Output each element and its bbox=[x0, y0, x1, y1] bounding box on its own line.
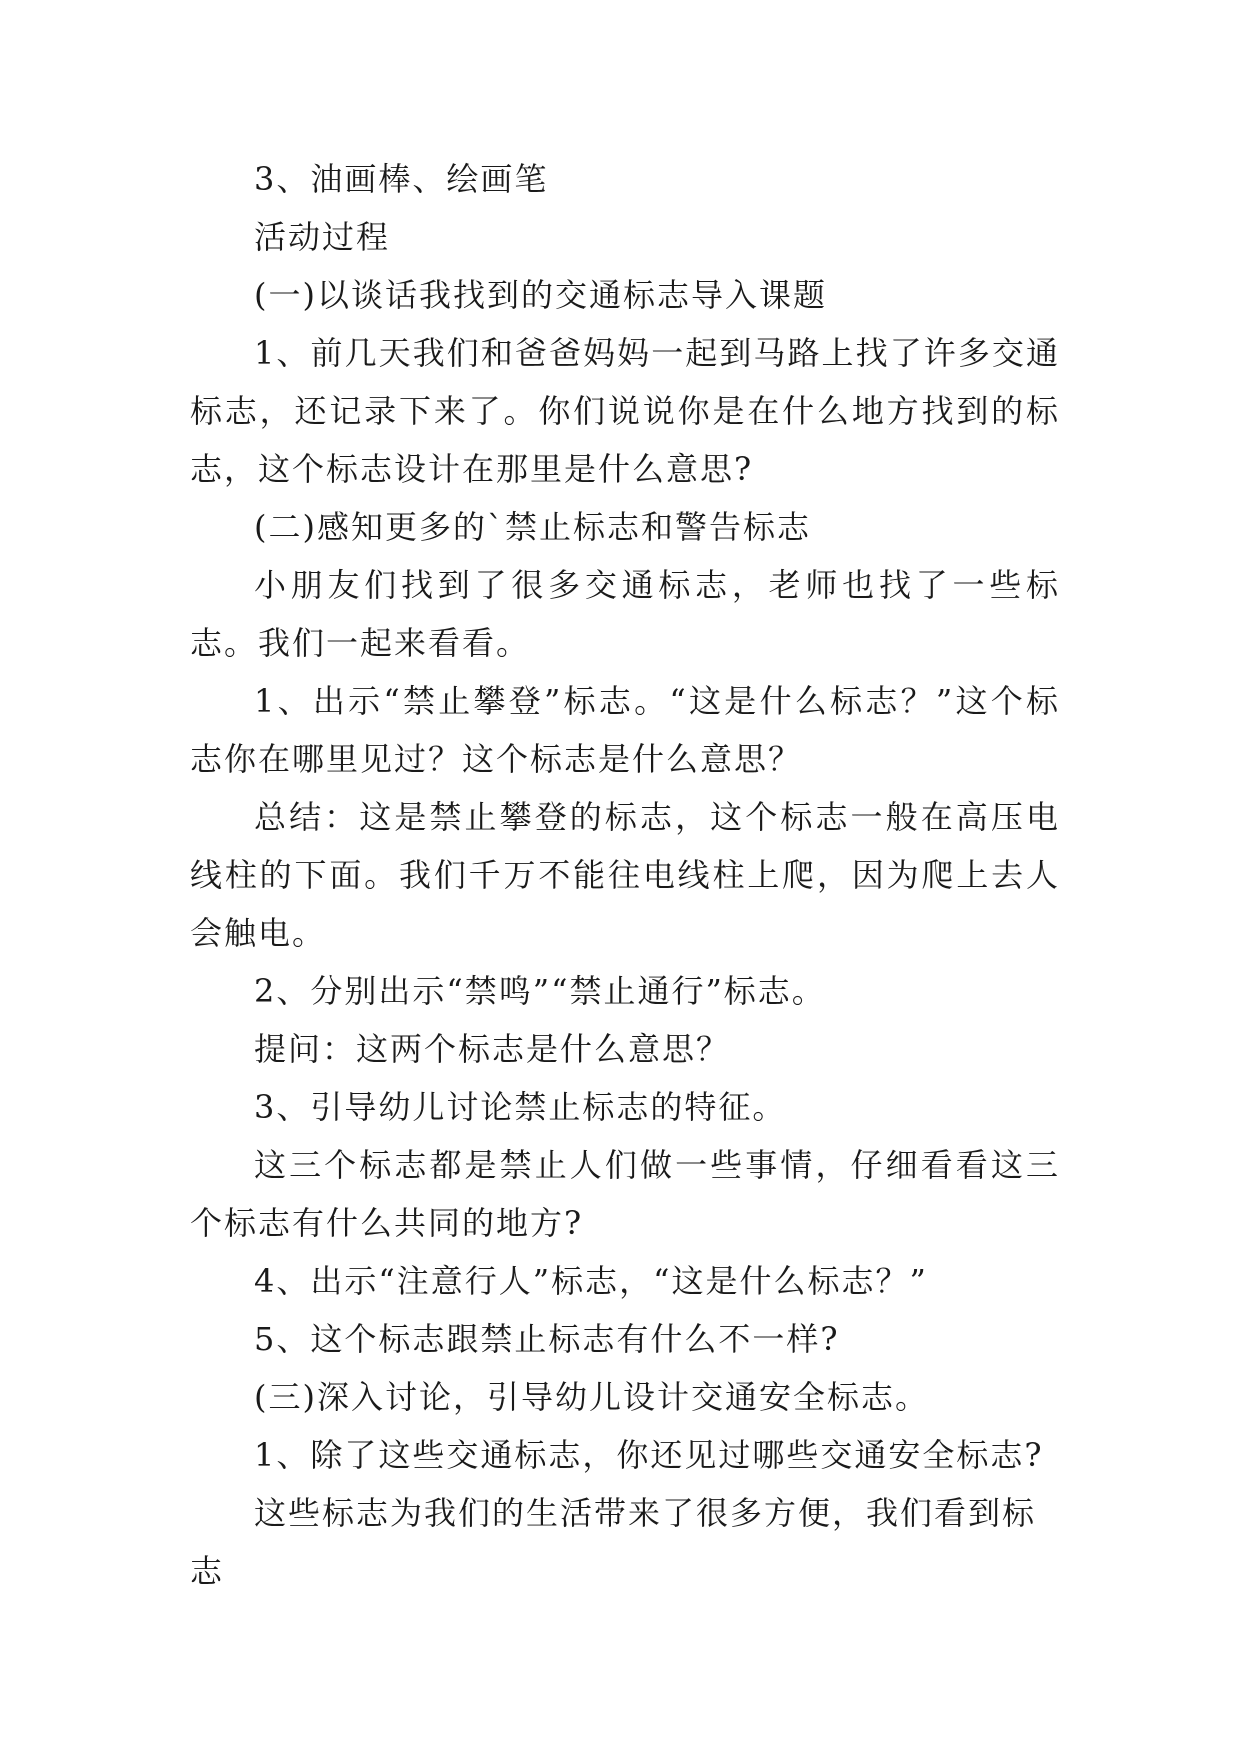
paragraph: 这三个标志都是禁止人们做一些事情，仔细看看这三个标志有什么共同的地方? bbox=[190, 1146, 1060, 1242]
paragraph: 1、除了这些交通标志，你还见过哪些交通安全标志? bbox=[254, 1436, 1044, 1474]
paragraph: 3、引导幼儿讨论禁止标志的特征。 bbox=[254, 1088, 787, 1126]
section-heading: (一)以谈话我找到的交通标志导入课题 bbox=[254, 276, 827, 314]
paragraph: 小朋友们找到了很多交通标志，老师也找了一些标志。我们一起来看看。 bbox=[190, 566, 1060, 662]
paragraph: 4、出示“注意行人”标志，“这是什么标志？” bbox=[254, 1262, 928, 1300]
document-body bbox=[190, 150, 1060, 1600]
section-heading: 活动过程 bbox=[254, 218, 391, 256]
paragraph: 提问：这两个标志是什么意思？ bbox=[254, 1030, 731, 1068]
paragraph: 1、出示“禁止攀登”标志。“这是什么标志？”这个标志你在哪里见过？这个标志是什么意思？ bbox=[190, 682, 1060, 778]
paragraph: 1、前几天我们和爸爸妈妈一起到马路上找了许多交通标志，还记录下来了。你们说说你是在什么地方找到的标志，这个标志设计在那里是什么意思? bbox=[190, 334, 1060, 488]
paragraph: 这些标志为我们的生活带来了很多方便，我们看到标志 bbox=[190, 1494, 1037, 1590]
paragraph: 5、这个标志跟禁止标志有什么不一样? bbox=[254, 1320, 840, 1358]
section-heading: (二)感知更多的`禁止标志和警告标志 bbox=[254, 508, 811, 546]
section-heading: (三)深入讨论，引导幼儿设计交通安全标志。 bbox=[254, 1378, 929, 1416]
paragraph: 3、油画棒、绘画笔 bbox=[254, 160, 549, 198]
paragraph: 总结：这是禁止攀登的标志，这个标志一般在高压电线柱的下面。我们千万不能往电线柱上爬，因为爬上去人会触电。 bbox=[190, 798, 1060, 952]
paragraph: 2、分别出示“禁鸣”“禁止通行”标志。 bbox=[254, 972, 826, 1010]
